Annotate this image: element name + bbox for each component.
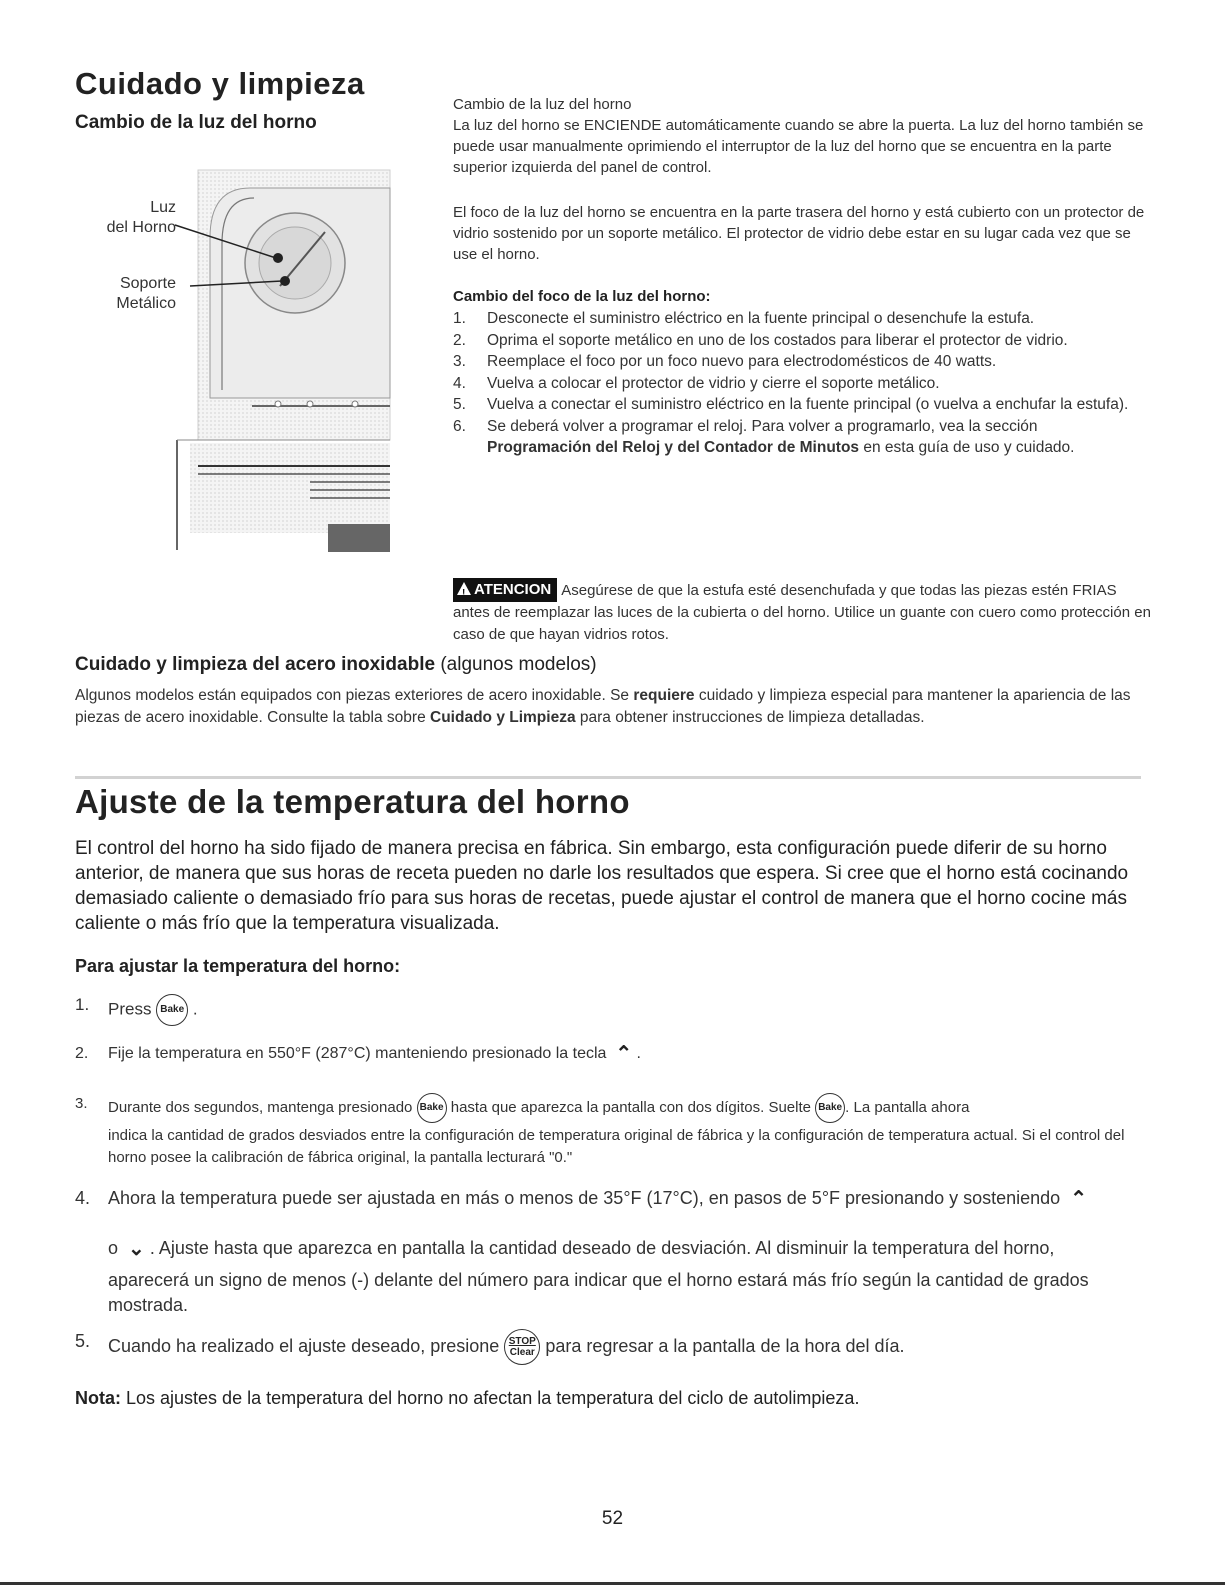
step6-text-post: en esta guía de uso y cuidado. [859, 439, 1075, 456]
stainless-title-bold: Cuidado y limpieza del acero inoxidable [75, 654, 436, 675]
stainless-title-rest: (algunos modelos) [435, 654, 597, 675]
note-text: Los ajustes de la temperatura del horno no afectan la temperatura del ciclo de autolimpieza. [121, 1388, 860, 1408]
step-number: 4. [75, 1188, 91, 1208]
stop-label: STOP [508, 1336, 536, 1347]
step5-text-b: para regresar a la pantalla de la hora del día. [545, 1335, 905, 1356]
step-text: Fije la temperatura en 550°F (287°C) manteniendo presionado la tecla ⌃ . [108, 1042, 641, 1065]
stainless-body-part3: para obtener instrucciones de limpieza detalladas. [575, 708, 925, 726]
step-text-label: Press [108, 999, 152, 1019]
bake-button-label: Bake [818, 1102, 843, 1113]
step-text: Reemplace el foco por un foco nuevo para electrodomésticos de 40 watts. [487, 353, 997, 370]
step-text-label: Fije la temperatura en 550°F (287°C) manteniendo presionado la tecla [108, 1045, 607, 1062]
step-text: Press Bake . [108, 994, 198, 1026]
section-divider [75, 776, 1141, 779]
adjust-subtitle: Para ajustar la temperatura del horno: [75, 956, 401, 976]
step-number: 6. [453, 417, 466, 435]
step-text: Desconecte el suministro eléctrico en la fuente principal o desenchufe la estufa. [487, 310, 1035, 327]
bake-button-label: Bake [160, 1004, 185, 1015]
warning-icon [457, 582, 471, 595]
list-item [453, 416, 1143, 459]
list-item [453, 373, 1143, 395]
list-item [453, 394, 1143, 416]
stainless-title [75, 654, 597, 676]
step3-text-d: indica la cantidad de grados desviados entre la configuración de temperatura original de fábrica y la configuración de temperatura actual. Si el control del horno posee la calibración de fábrica original, la pantalla lecturará "0." [108, 1127, 1125, 1166]
step-number: 1. [453, 310, 466, 327]
stop-clear-button-icon [504, 1329, 540, 1365]
label-metal-bracket [90, 274, 176, 314]
bulb-steps-title: Cambio del foco de la luz del horno: [453, 288, 711, 305]
step4-text-c: aparecerá un signo de menos (-) delante del número para indicar que el horno estará más frío según la cantidad de grados mostrada. [108, 1270, 1089, 1315]
step3-text-a: Durante dos segundos, mantenga presionado [108, 1098, 413, 1116]
step-text: Vuelva a colocar el protector de vidrio y cierre el soporte metálico. [487, 374, 940, 392]
note-label: Nota: [75, 1388, 121, 1408]
bulb-steps-list [453, 308, 1143, 459]
stainless-body [75, 685, 1145, 728]
bake-button-icon [815, 1093, 845, 1123]
step4-text-or: o [108, 1238, 119, 1258]
bake-button-icon [156, 994, 188, 1026]
list-item [453, 308, 1143, 330]
intro-block [453, 94, 1153, 178]
oven-light-illustration [170, 168, 392, 552]
step-text [108, 1329, 905, 1365]
step-number: 5. [453, 396, 466, 413]
step-number: 2. [453, 331, 466, 349]
adjust-intro: El control del horno ha sido fijado de manera precisa en fábrica. Sin embargo, esta configuración puede diferir de su horno anterior, de manera que sus horas de receta pueden no darle los resultados que espera. Si cree que el horno está cocinando demasiado caliente o demasiado frío para sus horas de recetas, puede ajustar el control de manera que el horno cocine más caliente o más frío que la temperatura visualizada. [75, 838, 1129, 934]
caution-text: Asegúrese de que la estufa esté desenchufada y que todas las piezas estén FRIAS antes de reemplazar las luces de la cubierta o del horno. Utilice un guante con cuero como protección en caso de que hayan vidrios rotos. [453, 582, 1151, 643]
glass-cover-paragraph: El foco de la luz del horno se encuentra en la parte trasera del horno y está cubierto con un protector de vidrio sostenido por un soporte metálico. El protector de vidrio debe estar en su lugar cada vez que se use el horno. [453, 204, 1145, 263]
step4-line2 [108, 1236, 1054, 1261]
intro-text: La luz del horno se ENCIENDE automáticamente cuando se abre la puerta. La luz del horno también se puede usar manualmente oprimiendo el interruptor de la luz del horno que se encuentra en la parte superior izquierda del panel de control. [453, 117, 1144, 176]
step3-text-b: hasta que aparezca la pantalla con dos dígitos. Suelte [450, 1098, 811, 1116]
stainless-body-bold1: requiere [633, 687, 695, 704]
stainless-body-part2: cuidado y limpieza especial para mantener la apariencia de las piezas de acero inoxidable. Consulte la tabla sobre [75, 687, 1131, 726]
step-number: 2. [75, 1045, 89, 1062]
step6-text-pre: Se deberá volver a programar el reloj. Para volver a programarlo, vea la sección [487, 417, 1038, 435]
label-oven-light [90, 198, 176, 238]
step6-link-clock-section: Programación del Reloj y del Contador de Minutos [487, 439, 860, 456]
label-oven-light-line2: del Horno [106, 219, 176, 236]
step-number: 1. [75, 995, 90, 1014]
label-oven-light-line1: Luz [150, 199, 176, 216]
stainless-body-bold2: Cuidado y Limpieza [430, 708, 576, 726]
bake-button-icon [417, 1093, 447, 1123]
label-metal-bracket-line1: Soporte [119, 275, 176, 292]
caution-notice [453, 578, 1153, 646]
step-number: 4. [453, 374, 466, 392]
step-text: Oprima el soporte metálico en uno de los costados para liberar el protector de vidrio. [487, 331, 1068, 349]
page-number: 52 [601, 1508, 624, 1529]
step3-text-c: . La pantalla ahora [845, 1098, 970, 1116]
list-item [453, 330, 1143, 352]
step4-text-a: Ahora la temperatura puede ser ajustada en más o menos de 35°F (17°C), en pasos de 5°F presionando y sosteniendo [108, 1188, 1061, 1208]
intro-heading: Cambio de la luz del horno [453, 96, 632, 113]
label-metal-bracket-line2: Metálico [116, 295, 176, 312]
up-arrow-icon: ⌃ [615, 1042, 633, 1065]
section-subtitle: Cambio de la luz del horno [75, 112, 317, 133]
caution-badge [453, 578, 557, 602]
list-item [453, 351, 1143, 373]
step5-text-a: Cuando ha realizado el ajuste deseado, presione [108, 1335, 500, 1356]
step-text: Vuelva a conectar el suministro eléctrico en la fuente principal (o vuelva a enchufar la estufa). [487, 396, 1129, 413]
stainless-body-part1: Algunos modelos están equipados con piezas exteriores de acero inoxidable. Se [75, 687, 634, 704]
step4-line1 [108, 1186, 1087, 1211]
step-text [108, 1093, 969, 1123]
step-number: 3. [75, 1095, 88, 1112]
step-number: 3. [453, 353, 466, 370]
caution-badge-label: ATENCION [474, 581, 552, 598]
bake-button-label: Bake [419, 1102, 444, 1113]
up-arrow-icon: ⌃ [1070, 1188, 1087, 1211]
step4-text-b: . Ajuste hasta que aparezca en pantalla la cantidad deseado de desviación. Al disminuir la temperatura del horno, [149, 1238, 1055, 1258]
note [75, 1388, 859, 1409]
clear-label: Clear [509, 1347, 535, 1358]
down-arrow-icon: ⌄ [128, 1238, 145, 1261]
section-title: Cuidado y limpieza [75, 66, 365, 101]
adjust-title: Ajuste de la temperatura del horno [75, 783, 630, 820]
step-number: 5. [75, 1331, 91, 1351]
